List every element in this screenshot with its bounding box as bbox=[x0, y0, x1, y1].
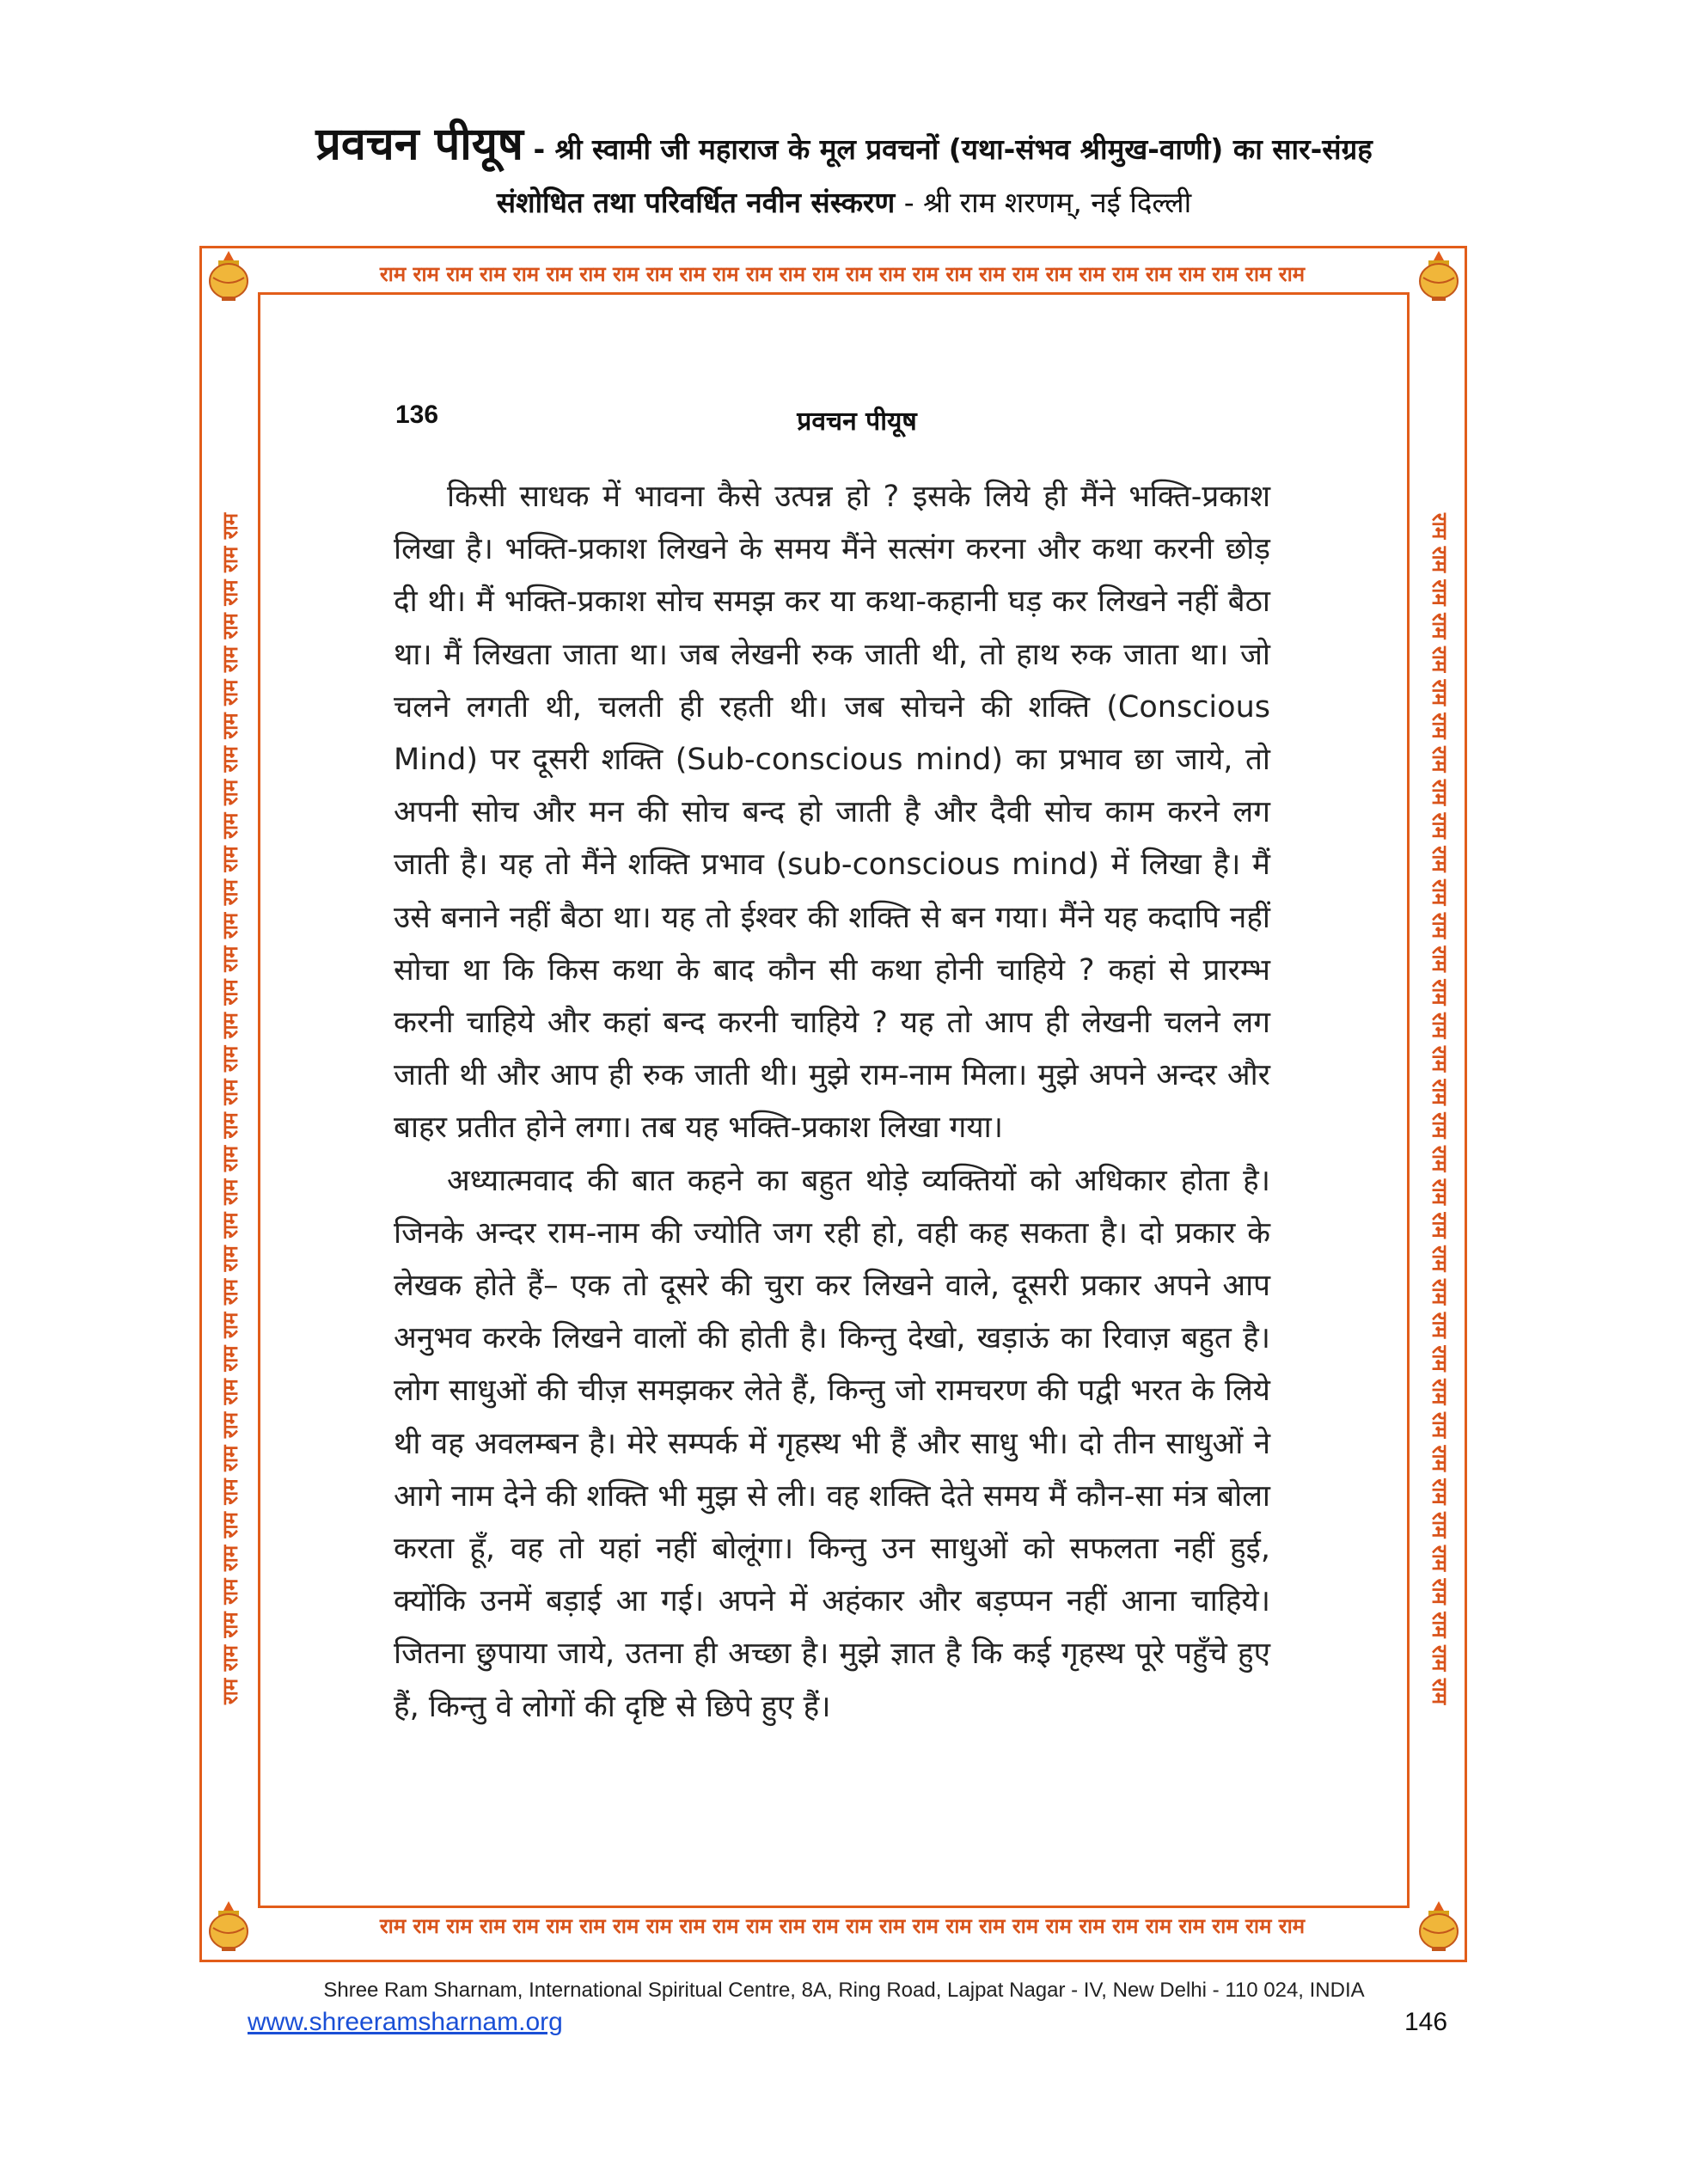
website-link[interactable]: www.shreeramsharnam.org bbox=[248, 2008, 563, 2036]
border-ram-bottom: राम राम राम राम राम राम राम राम राम राम राम राम राम राम राम राम राम राम राम राम राम राम राम राम राम राम राम राम bbox=[379, 1914, 1306, 1938]
body-text bbox=[394, 471, 1270, 1734]
book-title: प्रवचन पीयूष bbox=[315, 119, 523, 170]
title-separator: - bbox=[523, 132, 555, 166]
page-header-subtitle bbox=[0, 182, 1688, 221]
kalash-icon bbox=[1411, 1899, 1466, 1954]
publisher-label: - श्री राम शरणम्, नई दिल्ली bbox=[895, 186, 1192, 219]
book-subtitle: श्री स्वामी जी महाराज के मूल प्रवचनों (यथा-संभव श्रीमुख-वाणी) का सार-संग्रह bbox=[554, 132, 1373, 166]
border-ram-left: राम राम राम राम राम राम राम राम राम राम राम राम राम राम राम राम राम राम राम राम राम राम राम राम राम राम राम राम राम राम राम राम राम राम राम राम bbox=[218, 512, 242, 1705]
footer-page-number: 146 bbox=[1404, 2008, 1448, 2036]
kalash-icon bbox=[201, 248, 256, 303]
paragraph: अध्यात्मवाद की बात कहने का बहुत थोड़े व्यक्तियों को अधिकार होता है। जिनके अन्दर राम-नाम की ज्योति जग रही हो, वही कह सकता है। दो प्रकार के लेखक होते हैं– एक तो दूसरे की चुरा कर लिखने वाले, दूसरी प्रकार अपने आप अनुभव करके लिखने वालों की होती है। किन्तु देखो, खड़ाऊं का रिवाज़ बहुत है। लोग साधुओं की चीज़ समझकर लेते हैं, किन्तु जो रामचरण की पद्वी भरत के लिये थी वह अवलम्बन है। मेरे सम्पर्क में गृहस्थ भी हैं और साधु भी। दो तीन साधुओं ने आगे नाम देने की शक्ति भी मुझ से ली। वह शक्ति देते समय मैं कौन-सा मंत्र बोला करता हूँ, वह तो यहां नहीं बोलूंगा। किन्तु उन साधुओं को सफलता नहीं हुई, क्योंकि उनमें बड़ाई आ गई। अपने में अहंकार और बड़प्पन नहीं आना चाहिये। जितना छुपाया जाये, उतना ही अच्छा है। मुझे ज्ञात है कि कई गृहस्थ पूरे पहुँचे हुए हैं, किन्तु वे लोगों की दृष्टि से छिपे हुए हैं। bbox=[394, 1163, 1270, 1724]
paragraph: किसी साधक में भावना कैसे उत्पन्न हो ? इसके लिये ही मैंने भक्ति-प्रकाश लिखा है। भक्ति-प्रकाश लिखने के समय मैंने सत्संग करना और कथा करनी छोड़ दी थी। मैं भक्ति-प्रकाश सोच समझ कर या कथा-कहानी घड़ कर लिखने नहीं बैठा था। मैं लिखता जाता था। जब लेखनी रुक जाती थी, तो हाथ रुक जाता था। जो चलने लगती थी, चलती ही रहती थी। जब सोचने की शक्ति (Conscious Mind) पर दूसरी शक्ति (Sub-conscious mind) का प्रभाव छा जाये, तो अपनी सोच और मन की सोच बन्द हो जाती है और दैवी सोच काम करने लग जाती है। यह तो मैंने शक्ति प्रभाव (sub-conscious mind) में लिखा है। मैं उसे बनाने नहीं बैठा था। यह तो ईश्वर की शक्ति से बन गया। मैंने यह कदापि नहीं सोचा था कि किस कथा के बाद कौन सी कथा होनी चाहिये ? कहां से प्रारम्भ करनी चाहिये और कहां बन्द करनी चाहिये ? यह तो आप ही लेखनी चलने लग जाती थी और आप ही रुक जाती थी। मुझे राम-नाम मिला। मुझे अपने अन्दर और बाहर प्रतीत होने लगा। तब यह भक्ति-प्रकाश लिखा गया। bbox=[394, 480, 1270, 1146]
kalash-icon bbox=[201, 1899, 256, 1954]
page-header-title bbox=[0, 112, 1688, 173]
footer-address: Shree Ram Sharnam, International Spiritual Centre, 8A, Ring Road, Lajpat Nagar - IV, New Delhi - 110 024, INDIA bbox=[323, 1979, 1365, 2002]
edition-label: संशोधित तथा परिवर्धित नवीन संस्करण bbox=[496, 186, 896, 219]
inner-book-title: प्रवचन पीयूष bbox=[797, 407, 917, 437]
kalash-icon bbox=[1411, 248, 1466, 303]
border-ram-right: राम राम राम राम राम राम राम राम राम राम राम राम राम राम राम राम राम राम राम राम राम राम राम राम राम राम राम राम राम राम राम राम राम राम राम राम bbox=[1428, 512, 1452, 1705]
inner-page-number: 136 bbox=[395, 401, 439, 429]
border-ram-top: राम राम राम राम राम राम राम राम राम राम राम राम राम राम राम राम राम राम राम राम राम राम राम राम राम राम राम राम bbox=[379, 262, 1306, 286]
